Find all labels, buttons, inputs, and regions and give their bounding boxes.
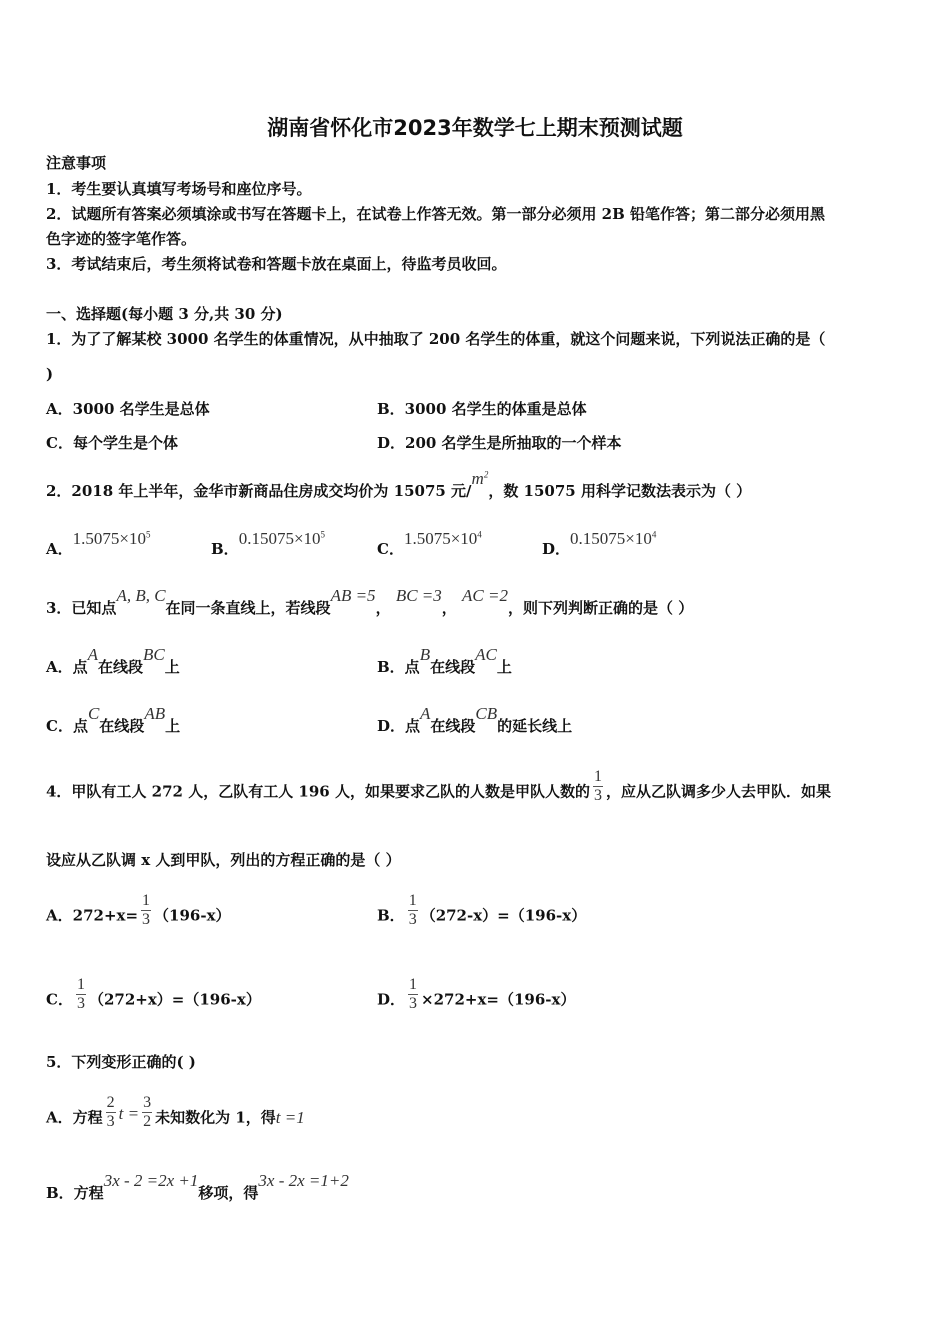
- page-title: 湖南省怀化市2023年数学七上期末预测试题: [267, 116, 683, 140]
- notice-item: 色字迹的签字笔作答。: [46, 230, 197, 248]
- notice-item: 1．考生要认真填写考场号和座位序号。: [46, 180, 312, 198]
- q2-option-d: D．$0.15075\times 10^4$: [542, 529, 657, 558]
- notice-item: 2．试题所有答案必须填涂或书写在答题卡上，在试卷上作答无效。第一部分必须用 2B 铅笔作答；第二部分必须用黑: [46, 205, 826, 223]
- q5-option-a: A．方程 $\frac{2}{3}$ t = $\frac{3}{2}$ 未知数化为 1，得t =1: [46, 1094, 305, 1130]
- q1-option-b: B．3000 名学生的体重是总体: [377, 400, 587, 418]
- notice-heading: 注意事项: [46, 154, 107, 172]
- q1-option-a: A．3000 名学生是总体: [46, 400, 210, 418]
- section-heading: 一、选择题(每小题 3 分,共 30 分): [46, 305, 283, 323]
- q3-option-b: B．点B在线段AC上: [377, 645, 512, 676]
- q4-option-a: A．272+x= $\frac{1}{3}$ （196-x）: [46, 892, 231, 928]
- q5-stem: 5．下列变形正确的( ): [46, 1053, 196, 1071]
- q5-option-b: B．方程3x - 2 =2x +1移项，得3x - 2x =1+2: [46, 1171, 349, 1202]
- q4-option-b: B． $\frac{1}{3}$ （272-x）=（196-x）: [377, 892, 587, 928]
- q2-option-c: C．$1.5075\times 10^4$: [377, 529, 482, 558]
- q3-option-c: C．点C在线段AB上: [46, 704, 181, 735]
- notice-item: 3．考试结束后，考生须将试卷和答题卡放在桌面上，待监考员收回。: [46, 255, 507, 273]
- q2-text: ，数 15075 用科学记数法表示为（ ）: [488, 482, 752, 500]
- q4-stem-line2: 设应从乙队调 x 人到甲队，列出的方程正确的是（ ）: [46, 851, 401, 869]
- q3-option-d: D．点A在线段CB的延长线上: [377, 704, 573, 735]
- q3-stem: 3．已知点A, B, C在同一条直线上，若线段AB =5， BC =3， AC =2，则下列判断正确的是（ ）: [46, 586, 694, 617]
- q2-unit: $m^2$: [471, 469, 489, 488]
- q1-stem: 1．为了了解某校 3000 名学生的体重情况，从中抽取了 200 名学生的体重，就这个问题来说，下列说法正确的是（: [46, 330, 826, 348]
- q2-option-a: A．$1.5075\times 10^5$: [46, 529, 151, 558]
- q1-option-d: D．200 名学生是所抽取的一个样本: [377, 434, 622, 452]
- q1-close: ): [46, 365, 54, 383]
- q1-option-c: C．每个学生是个体: [46, 434, 178, 452]
- q4-option-c: C． $\frac{1}{3}$ （272+x）=（196-x）: [46, 976, 261, 1012]
- q4-stem: 4．甲队有工人 272 人，乙队有工人 196 人，如果要求乙队的人数是甲队人数的 $\frac{1}{3}$ ，应从乙队调多少人去甲队．如果: [46, 768, 831, 804]
- fraction: $\frac{1}{3}$: [593, 768, 602, 804]
- q2-option-b: B．$0.15075\times 10^5$: [211, 529, 326, 558]
- q2-text: 2．2018 年上半年，金华市新商品住房成交均价为 15075 元/: [46, 482, 472, 500]
- q3-option-a: A．点A在线段BC上: [46, 645, 180, 676]
- q2-stem: [46, 469, 752, 501]
- q4-option-d: D． $\frac{1}{3}$ ×272+x=（196-x）: [377, 976, 576, 1012]
